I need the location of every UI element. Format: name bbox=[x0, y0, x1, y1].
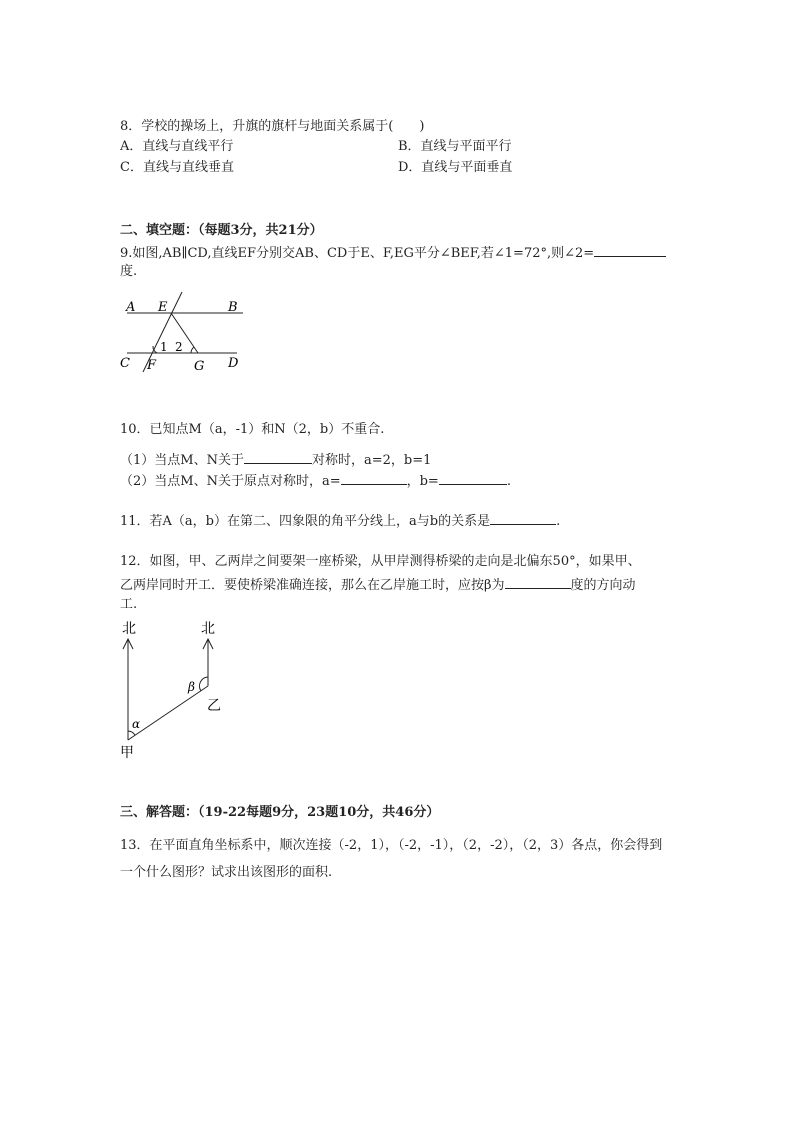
q11-stem bbox=[120, 511, 560, 531]
section2-title: 二、填空题：（每题3分，共21分） bbox=[120, 223, 323, 238]
q13-line2: 一个什么图形？试求出该图形的面积. bbox=[120, 865, 333, 880]
q9-text-a: 9.如图,AB∥CD,直线EF分别交AB、CD于E、F,EG平分∠BEF,若∠1=72°,则∠2= bbox=[120, 246, 595, 261]
label-north-yi: 北 bbox=[201, 621, 215, 637]
q9-stem bbox=[120, 243, 666, 263]
q13-line1: 13．在平面直角坐标系中，顺次连接（-2，1），（-2，-1），（2，-2），（2，3）各点，你会得到 bbox=[120, 838, 663, 853]
q12-line3: 工. bbox=[120, 597, 138, 612]
q10-part2 bbox=[120, 471, 511, 491]
q8-option-a: A．直线与直线平行 bbox=[120, 139, 234, 154]
q8-stem: 8．学校的操场上，升旗的旗杆与地面关系属于( ) bbox=[120, 119, 425, 134]
q11-text-b: . bbox=[556, 514, 561, 529]
q10-part1 bbox=[120, 450, 431, 470]
section3-title: 三、解答题：（19-22每题9分，23题10分，共46分） bbox=[120, 805, 440, 820]
label-alpha: α bbox=[132, 717, 141, 731]
q9-answer-blank[interactable] bbox=[594, 243, 666, 257]
label-angle-2: 2 bbox=[175, 340, 183, 354]
angle-2-arc bbox=[191, 347, 194, 353]
q12-text-b: 度的方向动 bbox=[570, 578, 636, 593]
label-g: G bbox=[194, 359, 205, 374]
q8-option-c: C．直线与直线垂直 bbox=[120, 160, 234, 175]
q10-p1-text-b: 对称时，a=2，b=1 bbox=[311, 453, 432, 468]
q12-answer-blank[interactable] bbox=[505, 575, 571, 589]
label-jia: 甲 bbox=[120, 745, 134, 761]
q10-p2-text-b: ，b= bbox=[406, 474, 439, 489]
q10-p1-blank[interactable] bbox=[244, 450, 312, 464]
label-e: E bbox=[158, 300, 168, 315]
q12-line2 bbox=[120, 575, 636, 595]
q9-text-b: 度. bbox=[120, 264, 138, 279]
q10-p2-text-a: （2）当点M、N关于原点对称时，a= bbox=[120, 474, 341, 489]
q8-option-d: D．直线与平面垂直 bbox=[398, 160, 513, 175]
label-c: C bbox=[120, 356, 130, 371]
q12-text-a: 乙两岸同时开工．要使桥梁准确连接，那么在乙岸施工时，应按β为 bbox=[120, 578, 505, 593]
q10-p1-text-a: （1）当点M、N关于 bbox=[120, 453, 244, 468]
q11-answer-blank[interactable] bbox=[490, 511, 556, 525]
q10-p2-blank-a[interactable] bbox=[341, 471, 407, 485]
bridge-line bbox=[128, 686, 208, 740]
label-a: A bbox=[126, 300, 136, 315]
label-north-jia: 北 bbox=[122, 621, 136, 637]
label-f: F bbox=[147, 358, 157, 373]
q11-text-a: 11．若A（a，b）在第二、四象限的角平分线上，a与b的关系是 bbox=[120, 514, 491, 529]
q8-option-b: B．直线与平面平行 bbox=[398, 139, 512, 154]
q10-p2-text-c: . bbox=[506, 474, 511, 489]
q9-figure bbox=[115, 290, 255, 380]
label-d: D bbox=[228, 356, 239, 371]
angle-alpha-arc bbox=[128, 731, 135, 735]
q12-figure bbox=[112, 616, 232, 762]
q12-line1: 12．如图，甲、乙两岸之间要架一座桥梁，从甲岸测得桥梁的走向是北偏东50°，如果甲、 bbox=[120, 554, 641, 569]
label-b: B bbox=[228, 300, 238, 315]
label-yi: 乙 bbox=[207, 698, 221, 714]
label-angle-1: 1 bbox=[160, 340, 168, 354]
q10-p2-blank-b[interactable] bbox=[439, 471, 507, 485]
q10-stem: 10．已知点M（a，-1）和N（2，b）不重合. bbox=[120, 422, 385, 437]
label-beta: β bbox=[188, 680, 195, 694]
